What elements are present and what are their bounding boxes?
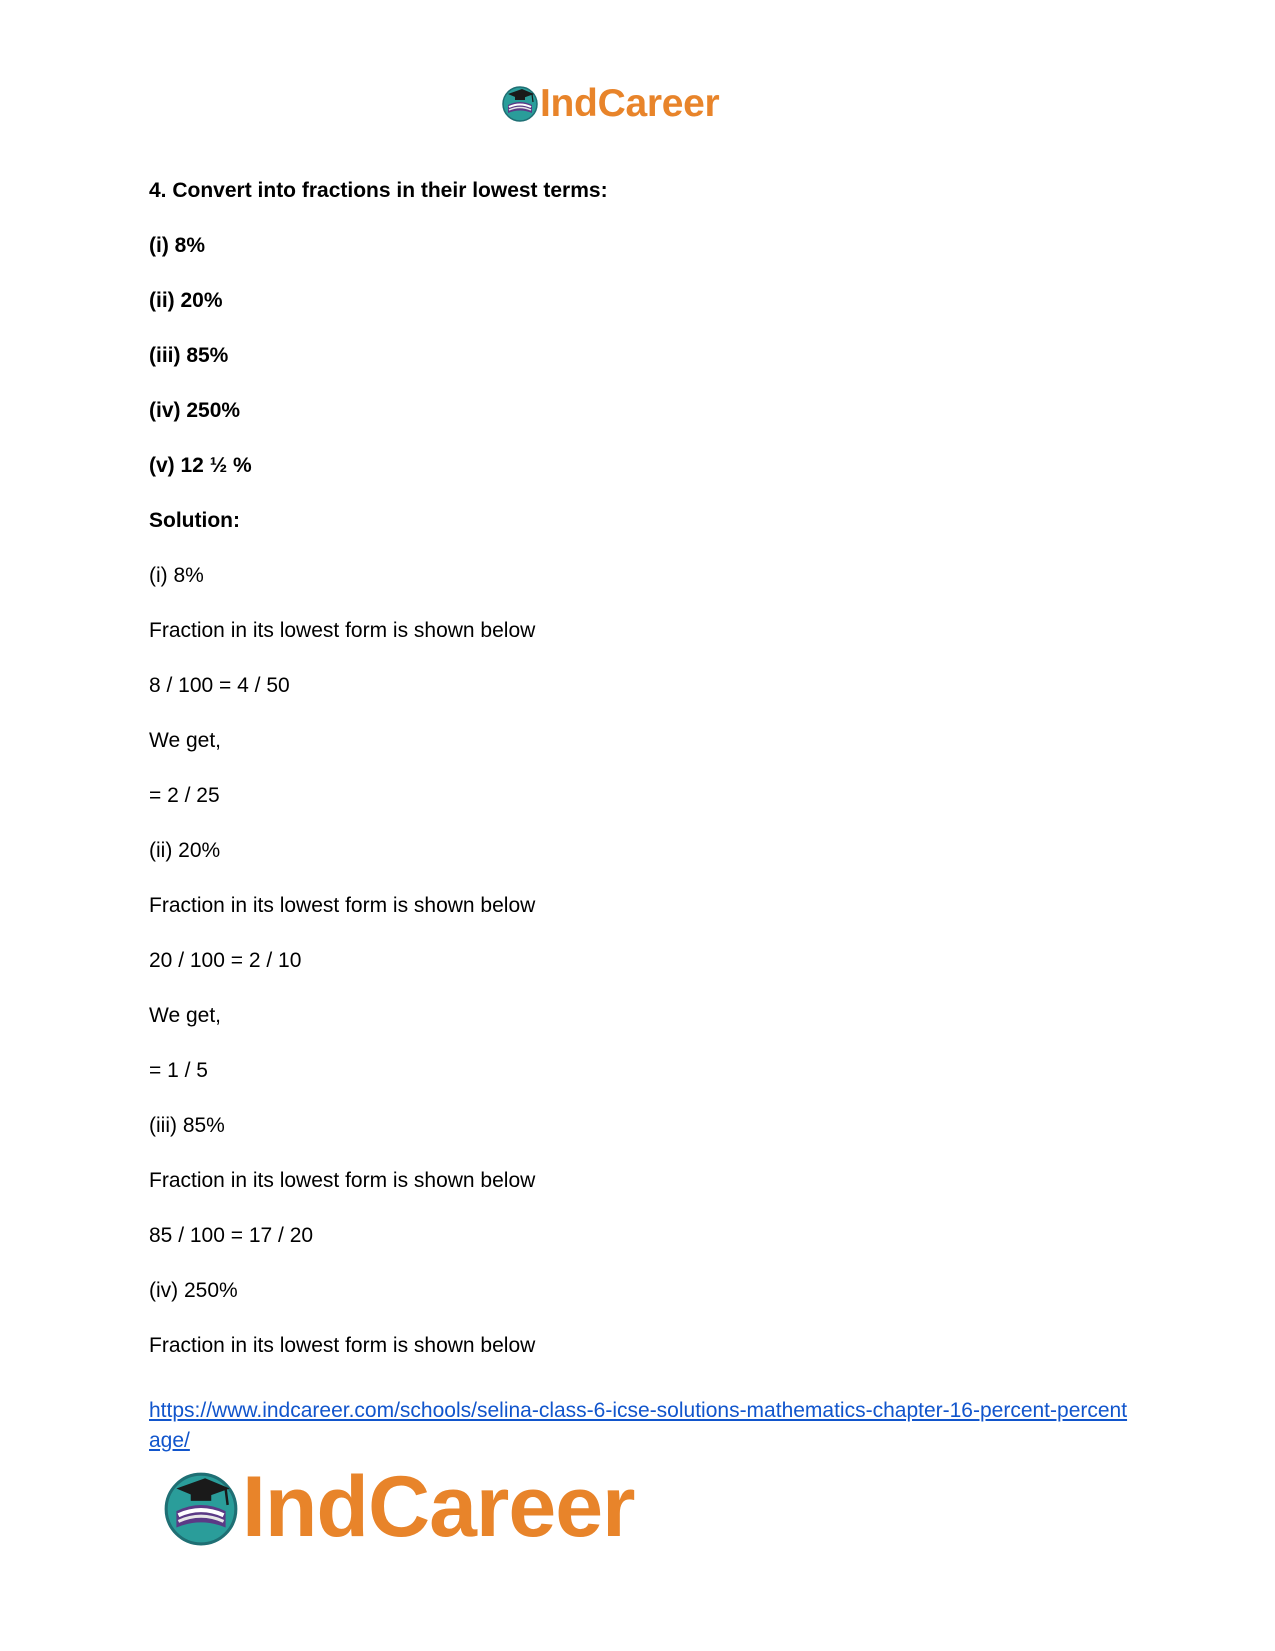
solution-line: We get, <box>149 1004 221 1027</box>
question-item: (v) 12 ½ % <box>149 454 252 477</box>
question-item: (ii) 20% <box>149 289 223 312</box>
question-item: (i) 8% <box>149 234 206 257</box>
question-title: 4. Convert into fractions in their lowest terms: <box>149 179 608 202</box>
footer-logo-text: IndCareer <box>242 1459 635 1555</box>
question-item: (iv) 250% <box>149 399 241 422</box>
solution-heading: Solution: <box>149 509 240 532</box>
solution-line: = 2 / 25 <box>149 784 220 807</box>
solution-line: 85 / 100 = 17 / 20 <box>149 1224 314 1247</box>
solution-line: 20 / 100 = 2 / 10 <box>149 949 302 972</box>
footer-logo <box>160 1459 635 1555</box>
solution-line: Fraction in its lowest form is shown below <box>149 619 536 642</box>
header-logo <box>500 76 719 130</box>
solution-line: Fraction in its lowest form is shown below <box>149 1334 536 1357</box>
header-logo-text: IndCareer <box>540 81 720 125</box>
question-item: (iii) 85% <box>149 344 229 367</box>
solution-line: We get, <box>149 729 221 752</box>
solution-line: Fraction in its lowest form is shown below <box>149 1169 536 1192</box>
solution-line: 8 / 100 = 4 / 50 <box>149 674 290 697</box>
solution-line: (iii) 85% <box>149 1114 225 1137</box>
solution-line: (i) 8% <box>149 564 204 587</box>
solution-line: = 1 / 5 <box>149 1059 208 1082</box>
source-link[interactable]: https://www.indcareer.com/schools/selina-class-6-icse-solutions-mathematics-chapter-16-percent-percentage/ <box>149 1399 1128 1452</box>
solution-line: (iv) 250% <box>149 1279 238 1302</box>
solution-line: Fraction in its lowest form is shown below <box>149 894 536 917</box>
solution-line: (ii) 20% <box>149 839 221 862</box>
globe-book-icon <box>160 1466 242 1548</box>
globe-book-icon <box>500 83 540 123</box>
